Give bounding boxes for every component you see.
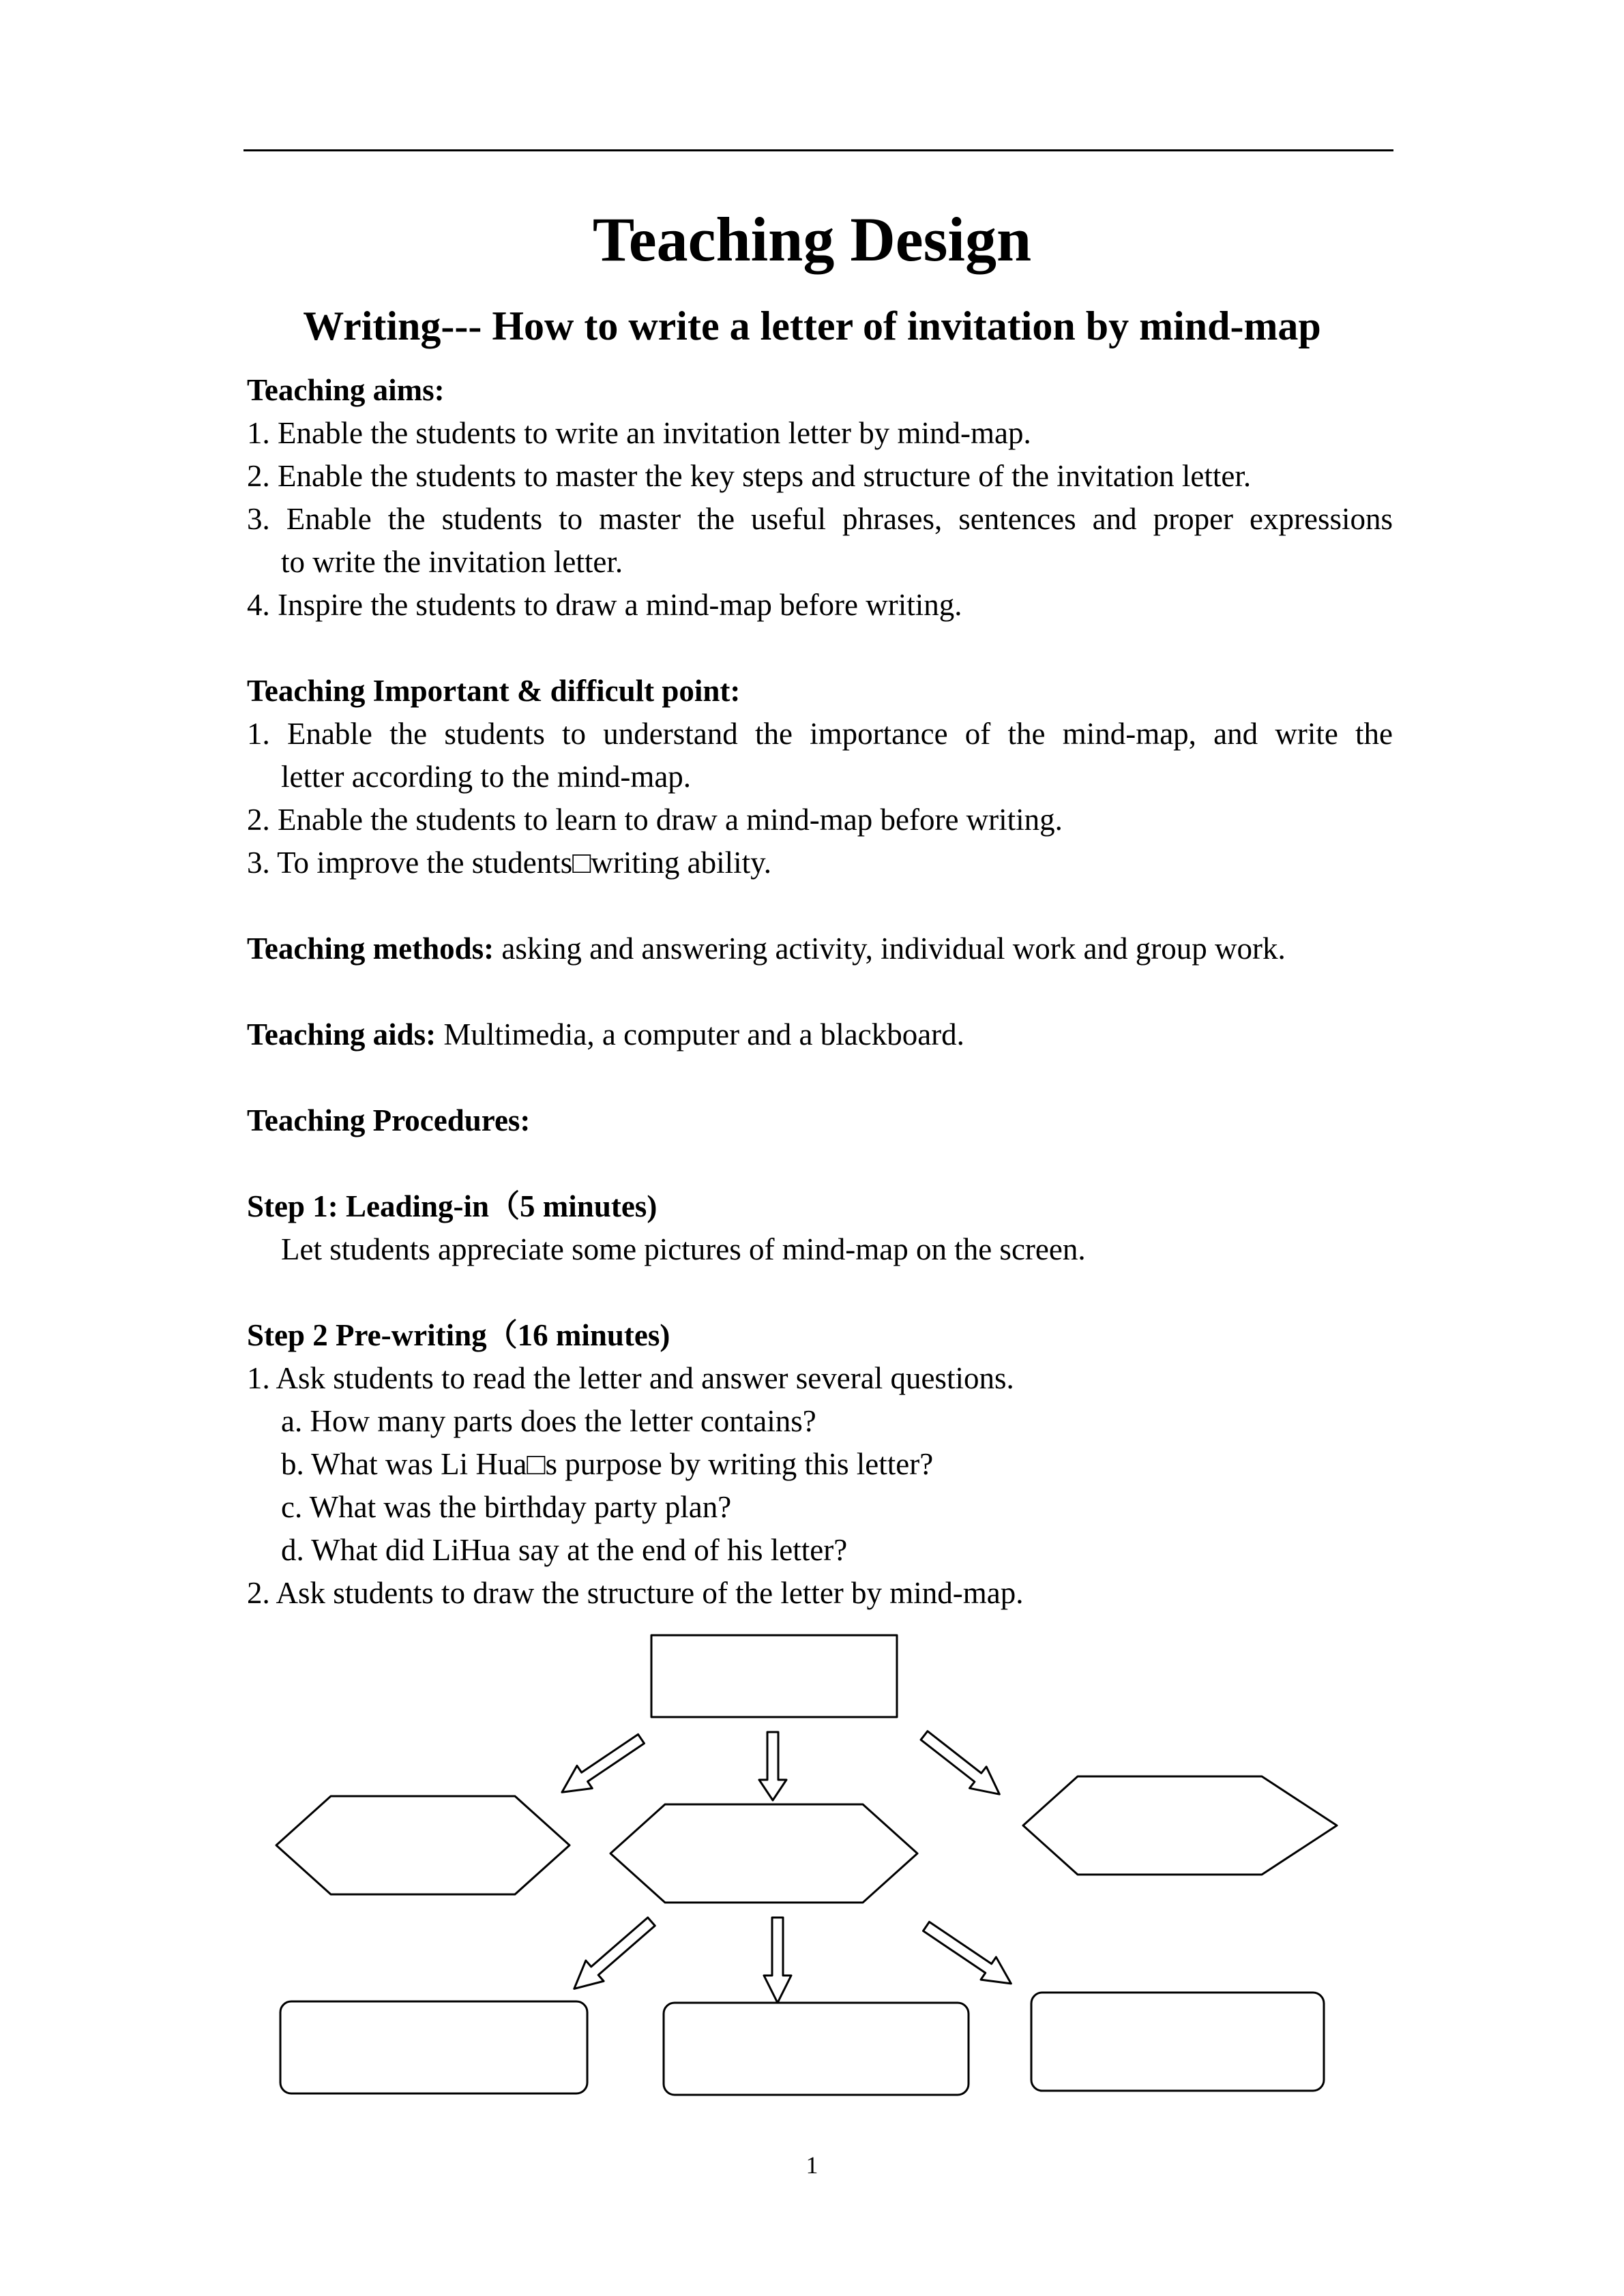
important-item: 2. Enable the students to learn to draw a mind-map before writing. <box>247 803 1063 837</box>
aims-item-continuation: to write the invitation letter. <box>281 545 623 579</box>
arrow-icon <box>759 1732 786 1800</box>
important-item: 3. To improve the students□writing ability. <box>247 846 771 880</box>
methods-line <box>247 927 1393 970</box>
aids-label: Teaching aids: <box>247 1017 437 1052</box>
arrow-icon <box>916 1725 1008 1805</box>
arrow-icon <box>565 1911 660 1999</box>
page-subtitle: Writing--- How to write a letter of invitation by mind-map <box>303 303 1321 348</box>
arrow-icon <box>919 1915 1019 1995</box>
document-body <box>247 369 1393 1615</box>
aims-heading: Teaching aims: <box>247 373 445 407</box>
methods-label: Teaching methods: <box>247 931 494 966</box>
step2-item: 1. Ask students to read the letter and answer several questions. <box>247 1361 1014 1395</box>
step1-heading: Step 1: Leading-in（5 minutes) <box>247 1189 658 1223</box>
mind-map-hexagon-left <box>276 1796 570 1894</box>
mind-map-box-left <box>280 2001 587 2093</box>
step2-question: c. What was the birthday party plan? <box>281 1490 732 1524</box>
mind-map-box-center <box>664 2003 969 2095</box>
aims-item: 1. Enable the students to write an invitation letter by mind-map. <box>247 416 1031 450</box>
mind-map-hexagon-right <box>1023 1776 1337 1875</box>
important-item-continuation: letter according to the mind-map. <box>281 760 692 794</box>
header-rule <box>243 149 1393 151</box>
aids-line <box>247 1013 1393 1056</box>
step2-question: b. What was Li Hua□s purpose by writing this letter? <box>281 1447 934 1481</box>
step2-question: a. How many parts does the letter contains? <box>281 1404 816 1438</box>
step2-question: d. What did LiHua say at the end of his letter? <box>281 1533 848 1567</box>
methods-text: asking and answering activity, individual work and group work. <box>494 931 1286 966</box>
mind-map-box-right <box>1031 1993 1324 2091</box>
step1-text: Let students appreciate some pictures of mind-map on the screen. <box>281 1232 1086 1266</box>
important-item: 1. Enable the students to understand the importance of the mind-map, and write the <box>247 717 1393 751</box>
page-title: Teaching Design <box>592 205 1032 274</box>
arrow-icon <box>764 1918 791 2003</box>
important-heading: Teaching Important & difficult point: <box>247 674 741 708</box>
aims-item: 3. Enable the students to master the useful phrases, sentences and proper expressions <box>247 502 1393 536</box>
aids-text: Multimedia, a computer and a blackboard. <box>436 1017 964 1052</box>
page-number: 1 <box>806 2151 818 2179</box>
aims-item: 4. Inspire the students to draw a mind-map before writing. <box>247 588 962 622</box>
step2-heading: Step 2 Pre-writing（16 minutes) <box>247 1318 670 1352</box>
step2-item: 2. Ask students to draw the structure of the letter by mind-map. <box>247 1576 1024 1610</box>
procedures-heading: Teaching Procedures: <box>247 1103 531 1137</box>
arrow-icon <box>555 1727 649 1803</box>
mind-map-root-box <box>651 1635 897 1717</box>
mind-map-hexagon-center <box>610 1804 917 1903</box>
aims-item: 2. Enable the students to master the key steps and structure of the invitation letter. <box>247 459 1252 493</box>
